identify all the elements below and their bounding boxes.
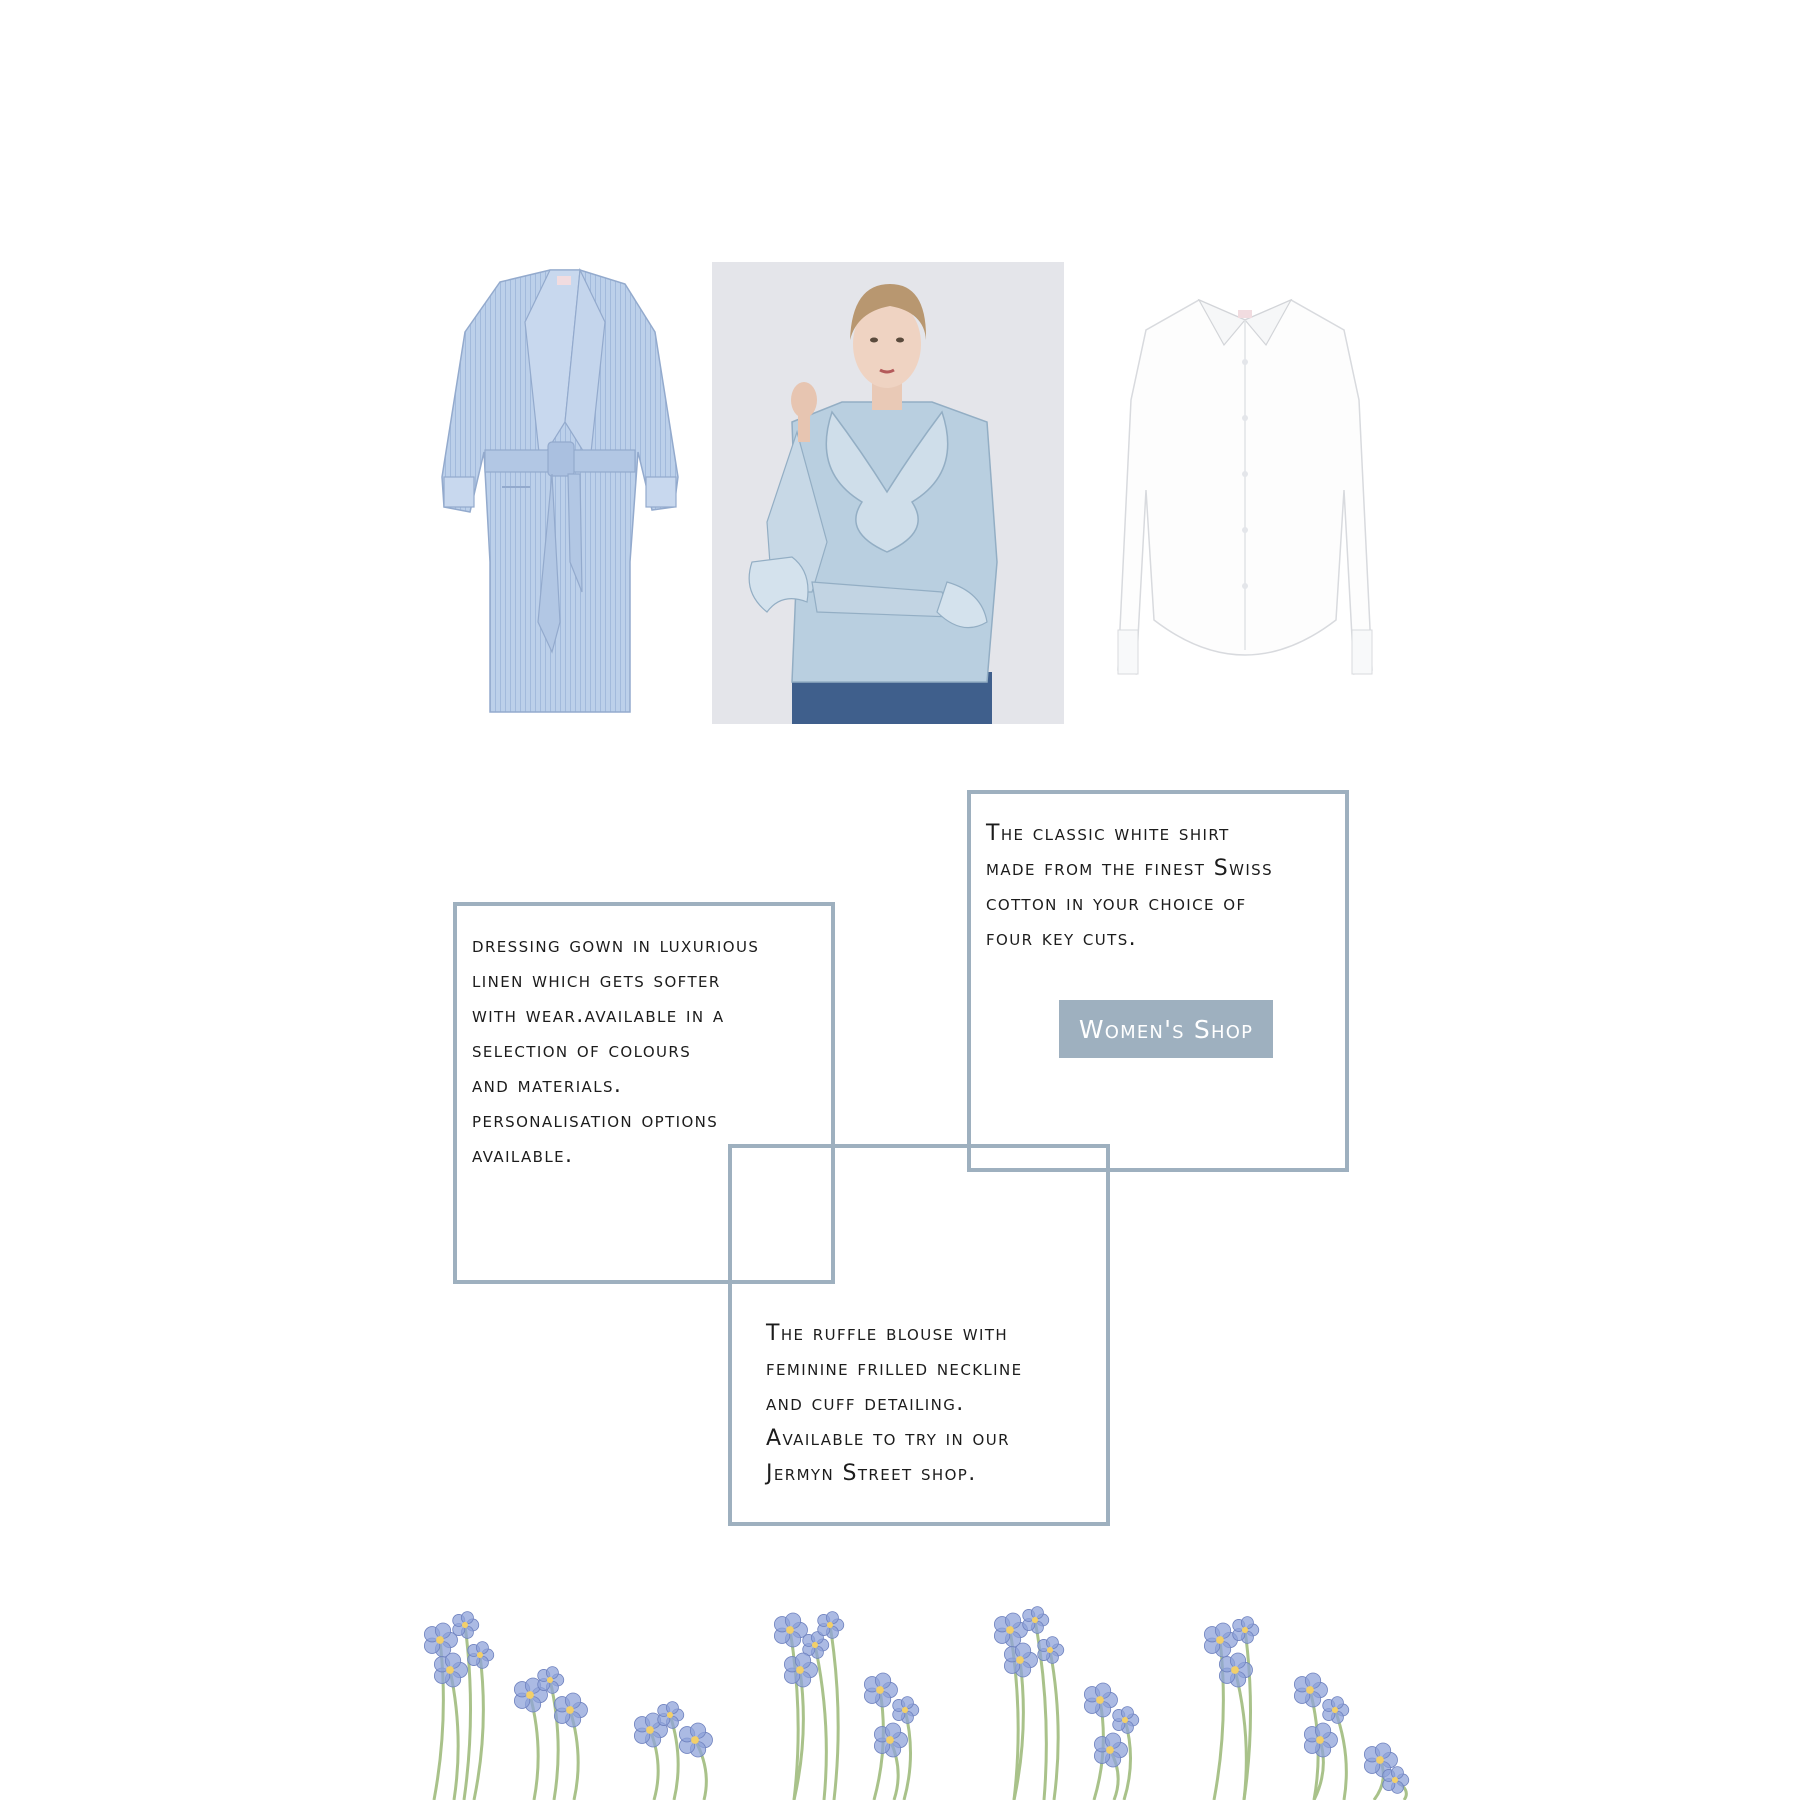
womens-shop-button[interactable]: Women's Shop <box>1059 1000 1273 1058</box>
flower-stem <box>1235 1670 1246 1800</box>
flower-stem <box>1050 1650 1058 1800</box>
forget-me-not-flower <box>1304 1723 1337 1757</box>
forget-me-not-flower <box>538 1667 564 1694</box>
flower-stem <box>474 1655 483 1800</box>
forget-me-not-flower <box>893 1697 919 1724</box>
forget-me-not-flower <box>434 1653 467 1687</box>
forget-me-not-flower <box>1038 1637 1064 1664</box>
forget-me-not-flower <box>864 1673 897 1707</box>
forget-me-not-flower <box>554 1693 587 1727</box>
forget-me-not-flower <box>1204 1623 1237 1657</box>
forget-me-not-flower <box>1084 1683 1117 1717</box>
forget-me-not-flower <box>994 1613 1027 1647</box>
ruffle-blouse-description: The ruffle blouse with feminine frilled neckline and cuff detailing. Available to try in our Jermyn Street shop. <box>766 1321 1023 1486</box>
dressing-gown-illustration <box>430 262 690 722</box>
forget-me-not-flower <box>784 1653 817 1687</box>
forget-me-not-flower <box>658 1702 684 1729</box>
forget-me-not-flower <box>679 1723 712 1757</box>
dressing-gown-description: dressing gown in luxurious linen which gets softer with wear.available in a selection of colours and materials. personalisation options available. <box>472 933 760 1168</box>
forget-me-not-flower <box>1233 1617 1259 1644</box>
forget-me-not-flower <box>1294 1673 1327 1707</box>
flower-stem <box>830 1625 838 1800</box>
forget-me-not-flower <box>874 1723 907 1757</box>
ruffle-blouse-description-box <box>728 1144 1110 1526</box>
forget-me-not-flower <box>1023 1607 1049 1634</box>
forget-me-not-flower <box>1004 1643 1037 1677</box>
flower-stem <box>450 1670 458 1800</box>
white-shirt-description: The classic white shirt made from the finest Swiss cotton in your choice of four key cuts. <box>986 821 1274 951</box>
forget-me-not-flower <box>818 1612 844 1639</box>
forget-me-not-flower <box>1094 1733 1127 1767</box>
forget-me-not-flower <box>468 1642 494 1669</box>
forget-me-not-flower <box>1323 1697 1349 1724</box>
model-ruffle-blouse-image[interactable] <box>712 262 1064 724</box>
white-shirt-illustration <box>1104 290 1386 682</box>
forget-me-not-flower <box>453 1612 479 1639</box>
white-shirt-description-box <box>967 790 1349 1172</box>
forget-me-not-flower <box>1113 1707 1139 1734</box>
dressing-gown-image[interactable] <box>430 262 690 722</box>
model-illustration <box>712 262 1064 724</box>
forget-me-not-floral-illustration <box>420 1600 1410 1800</box>
white-shirt-image[interactable] <box>1104 290 1386 682</box>
